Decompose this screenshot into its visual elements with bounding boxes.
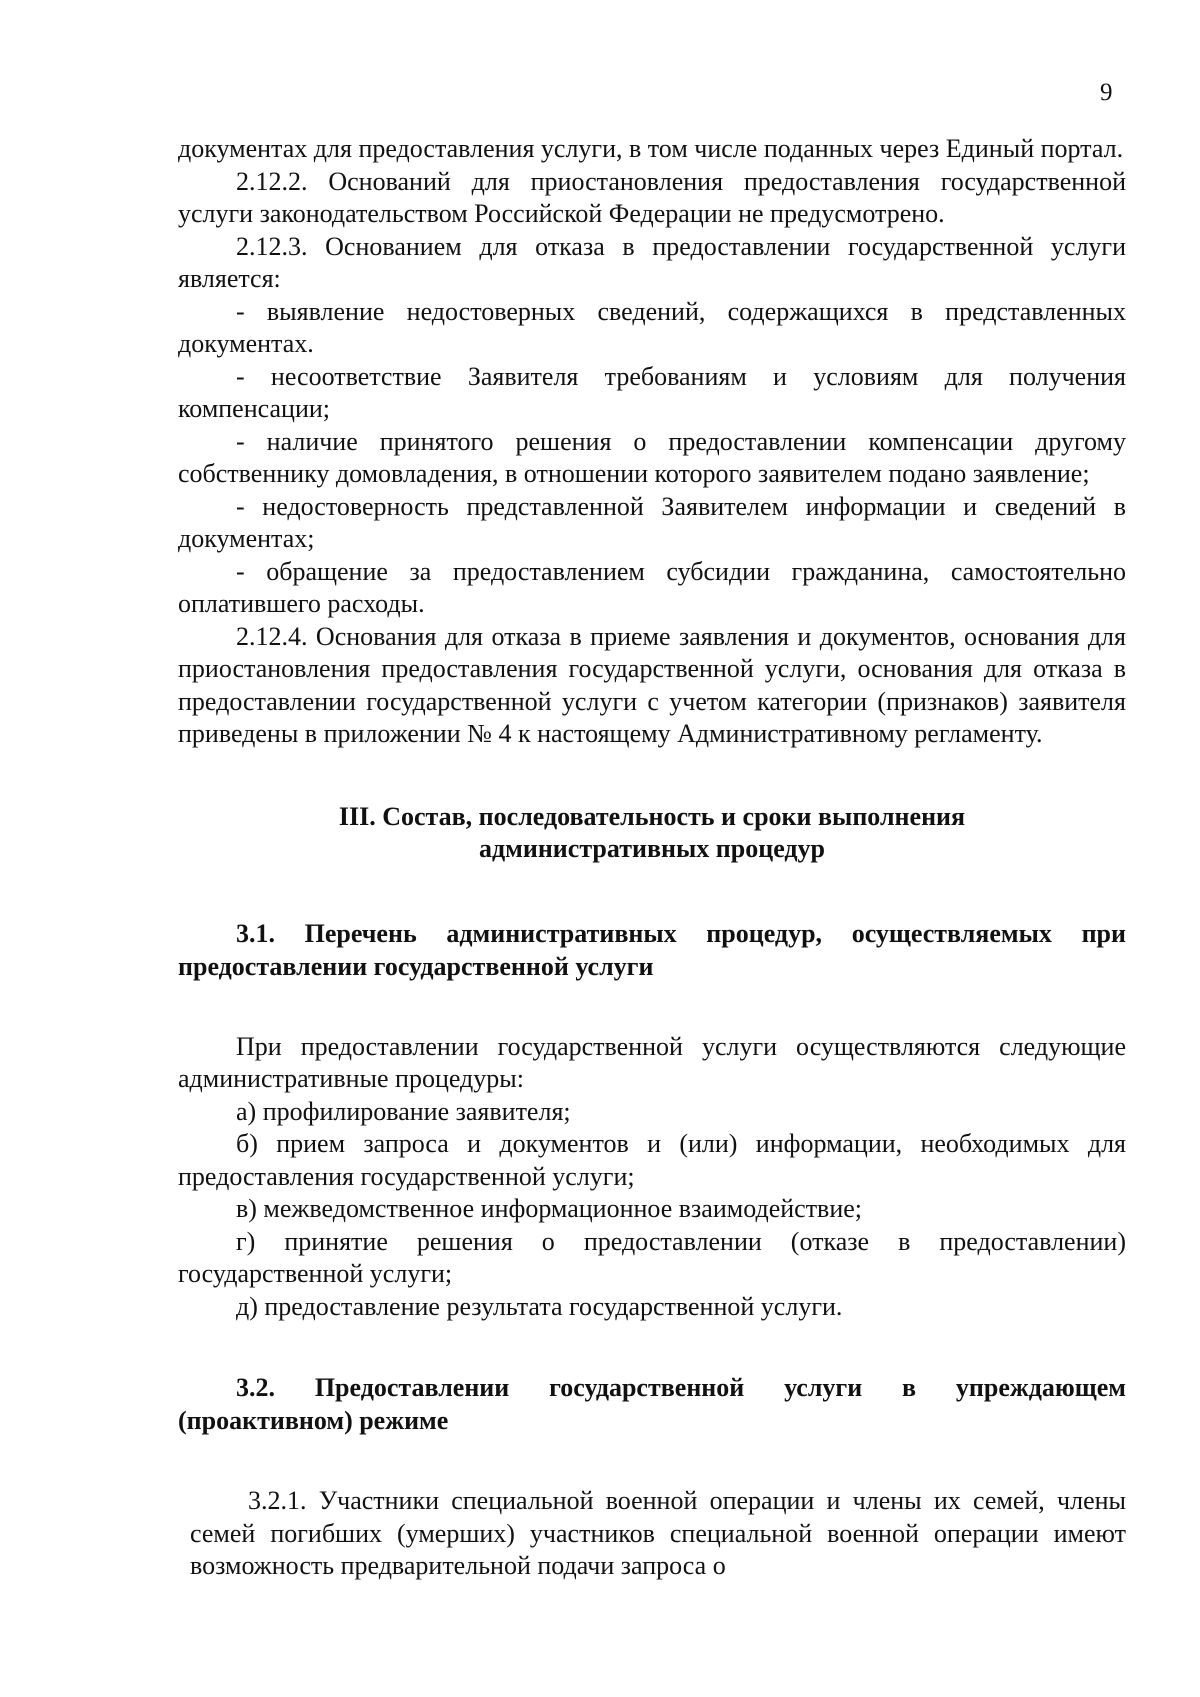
subsection-heading-3-1: 3.1. Перечень административных процедур, осуществляемых при предоставлении государственной услуги — [178, 918, 1126, 981]
subsection-3-1-body — [178, 1031, 1126, 1324]
paragraph: При предоставлении государственной услуги осуществляются следующие административные процедуры: — [178, 1031, 1126, 1093]
list-item: - обращение за предоставлением субсидии гражданина, самостоятельно оплатившего расходы. — [178, 556, 1126, 618]
paragraph: 2.12.2. Оснований для приостановления предоставления государственной услуги законодательством Российской Федерации не предусмотрено. — [178, 166, 1126, 228]
section-heading — [178, 801, 1126, 865]
list-item: б) прием запроса и документов и (или) информации, необходимых для предоставления государственной услуги; — [178, 1129, 1126, 1191]
subsection-3-2-body — [178, 1485, 1126, 1583]
section-heading-line: административных процедур — [478, 833, 826, 863]
list-item: - недостоверность представленной Заявителем информации и сведений в документах; — [178, 491, 1126, 553]
list-item: - выявление недостоверных сведений, содержащихся в представленных документах. — [178, 296, 1126, 358]
list-item: - наличие принятого решения о предоставлении компенсации другому собственнику домовладения, в отношении которого заявителем подано заявление; — [178, 426, 1126, 488]
paragraph: 2.12.4. Основания для отказа в приеме заявления и документов, основания для приостановления предоставления государственной услуги, основания для отказа в предоставлении государственной услуги с учетом категории (признаков) заявителя приведены в приложении № 4 к настоящему Административному регламенту. — [178, 621, 1126, 748]
section-heading-line: III. Состав, последовательность и сроки выполнения — [338, 801, 966, 831]
list-item: а) профилирование заявителя; — [236, 1096, 571, 1126]
list-item: в) межведомственное информационное взаимодействие; — [236, 1194, 863, 1223]
subsection-heading-3-2: 3.2. Предоставлении государственной услуги в упреждающем (проактивном) режиме — [178, 1373, 1126, 1435]
document-body — [178, 133, 1126, 1583]
paragraph: 3.2.1. Участники специальной военной операции и члены их семей, члены семей погибших (умерших) участников специальной военной операции имеют возможность предварительной подачи запроса о — [190, 1486, 1126, 1580]
list-item: г) принятие решения о предоставлении (отказе в предоставлении) государственной услуги; — [178, 1226, 1126, 1288]
list-item: - несоответствие Заявителя требованиям и условиям для получения компенсации; — [178, 361, 1126, 423]
page-number: 9 — [1100, 79, 1113, 106]
paragraph: 2.12.3. Основанием для отказа в предоставлении государственной услуги является: — [178, 231, 1126, 293]
paragraph: документах для предоставления услуги, в том числе поданных через Единый портал. — [178, 134, 1124, 163]
list-item: д) предоставление результата государственной услуги. — [236, 1291, 843, 1321]
